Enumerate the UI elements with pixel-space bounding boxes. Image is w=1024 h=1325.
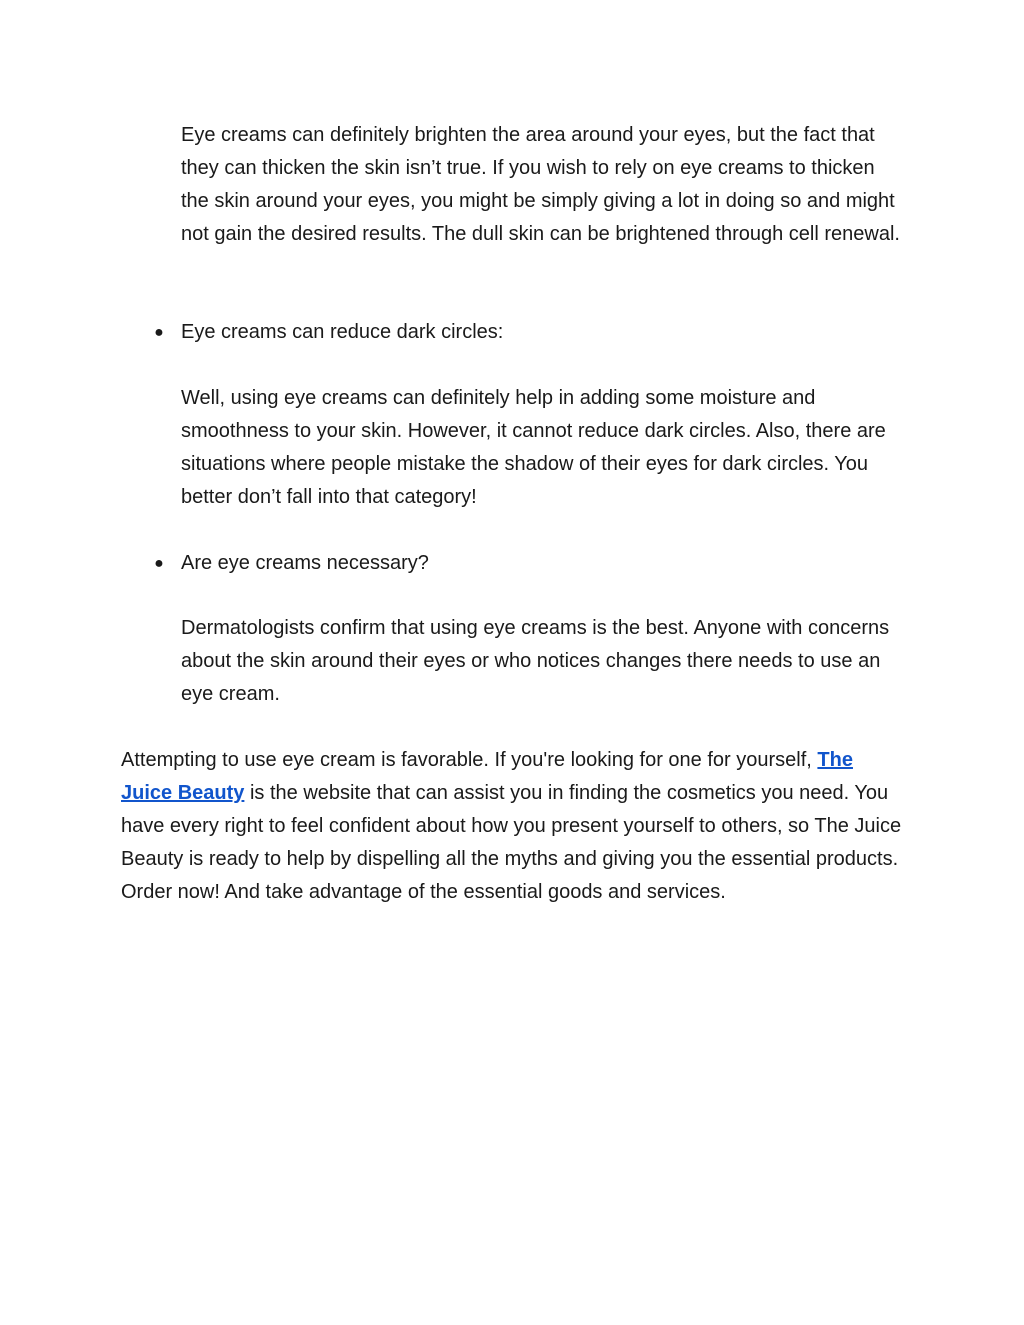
bullet-heading: Are eye creams necessary? xyxy=(181,552,429,574)
bullet-icon: ● xyxy=(154,324,164,341)
bullet-heading: Eye creams can reduce dark circles: xyxy=(181,321,504,343)
intro-paragraph: Eye creams can definitely brighten the area around your eyes, but the fact that they can thicken the skin isn’t true. If you wish to rely on eye creams to thicken the skin around your eyes, you might be simply giving a lot in doing so and might not gain the desired results. The dull skin can be brightened through cell renewal. xyxy=(181,124,900,245)
bullet-item xyxy=(0,316,1024,349)
closing-text-before-link: Attempting to use eye cream is favorable. If you're looking for one for yourself, xyxy=(121,749,812,771)
bullet-icon: ● xyxy=(154,555,164,572)
bullet-body: Well, using eye creams can definitely help in adding some moisture and smoothness to your skin. However, it cannot reduce dark circles. Also, there are situations where people mistake the shadow of their eyes for dark circles. You better don’t fall into that category! xyxy=(181,387,886,508)
bullet-item xyxy=(0,547,1024,580)
closing-text-after-link: is the website that can assist you in finding the cosmetics you need. You have every right to feel confident about how you present yourself to others, so The Juice Beauty is ready to help by dispelling all the myths and giving you the essential products. Order now! And take advantage of the essential goods and services. xyxy=(121,782,902,903)
closing-paragraph xyxy=(121,744,906,909)
bullet-body: Dermatologists confirm that using eye creams is the best. Anyone with concerns about the skin around their eyes or who notices changes there needs to use an eye cream. xyxy=(181,617,890,705)
the-juice-beauty-link[interactable]: The Juice Beauty xyxy=(121,749,853,804)
